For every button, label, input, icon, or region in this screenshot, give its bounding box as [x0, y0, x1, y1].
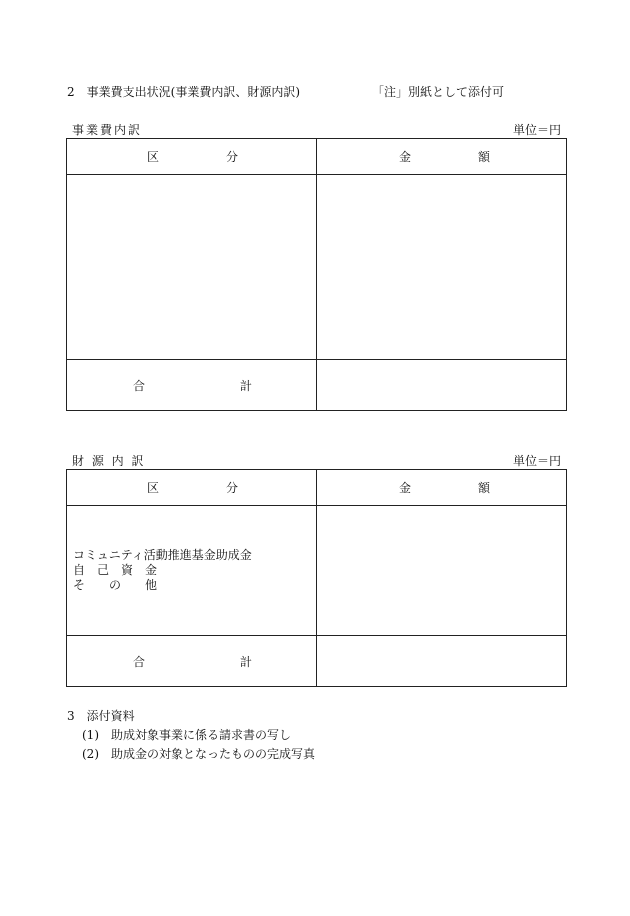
header-kingaku: [317, 470, 567, 506]
header-kingaku-char-1: 金: [399, 481, 412, 495]
expense-body-row: [67, 175, 567, 360]
header-kubun-char-1: 区: [147, 150, 160, 164]
attachment-item: (2) 助成金の対象となったものの完成写真: [82, 747, 315, 761]
expense-amount-cell[interactable]: [317, 175, 567, 360]
list-item: 自 己 資 金: [73, 563, 158, 577]
header-kubun: [67, 139, 317, 175]
header-kingaku-char-1: 金: [399, 150, 412, 164]
list-item: コミュニティ活動推進基金助成金: [73, 548, 252, 562]
header-kubun: [67, 470, 317, 506]
attachment-note: 「注」別紙として添付可: [372, 85, 505, 99]
funding-source-cell: [67, 506, 317, 636]
total-amount-cell[interactable]: [317, 360, 567, 411]
header-kingaku-char-2: 額: [477, 150, 490, 164]
header-kingaku: [317, 139, 567, 175]
funding-source-list: [67, 548, 316, 593]
expense-breakdown-table: [66, 138, 567, 411]
list-item: そ の 他: [73, 578, 158, 592]
total-char-2: 計: [239, 378, 252, 393]
expense-total-row: [67, 360, 567, 411]
funding-breakdown-table: [66, 469, 567, 687]
total-char-2: 計: [239, 654, 252, 669]
expense-category-cell[interactable]: [67, 175, 317, 360]
section2-title: 2 事業費支出状況(事業費内訳、財源内訳): [67, 85, 300, 99]
header-kubun-char-1: 区: [147, 481, 160, 495]
funding-table-caption: 財 源 内 訳: [72, 454, 146, 468]
table-header-row: [67, 139, 567, 175]
expense-table-caption: 事業費内訳: [72, 123, 143, 137]
total-amount-cell[interactable]: [317, 636, 567, 687]
total-label-cell: [67, 636, 317, 687]
header-kubun-char-2: 分: [225, 150, 238, 164]
funding-amount-cell[interactable]: [317, 506, 567, 636]
section3-title: 3 添付資料: [67, 709, 135, 723]
total-char-1: 合: [133, 654, 146, 669]
header-kingaku-char-2: 額: [477, 481, 490, 495]
total-char-1: 合: [133, 378, 146, 393]
funding-body-row: [67, 506, 567, 636]
funding-total-row: [67, 636, 567, 687]
funding-table-unit: 単位＝円: [512, 454, 561, 468]
table-header-row: [67, 470, 567, 506]
expense-table-unit: 単位＝円: [512, 123, 561, 137]
attachment-item: (1) 助成対象事業に係る請求書の写し: [82, 728, 291, 742]
total-label-cell: [67, 360, 317, 411]
header-kubun-char-2: 分: [225, 481, 238, 495]
